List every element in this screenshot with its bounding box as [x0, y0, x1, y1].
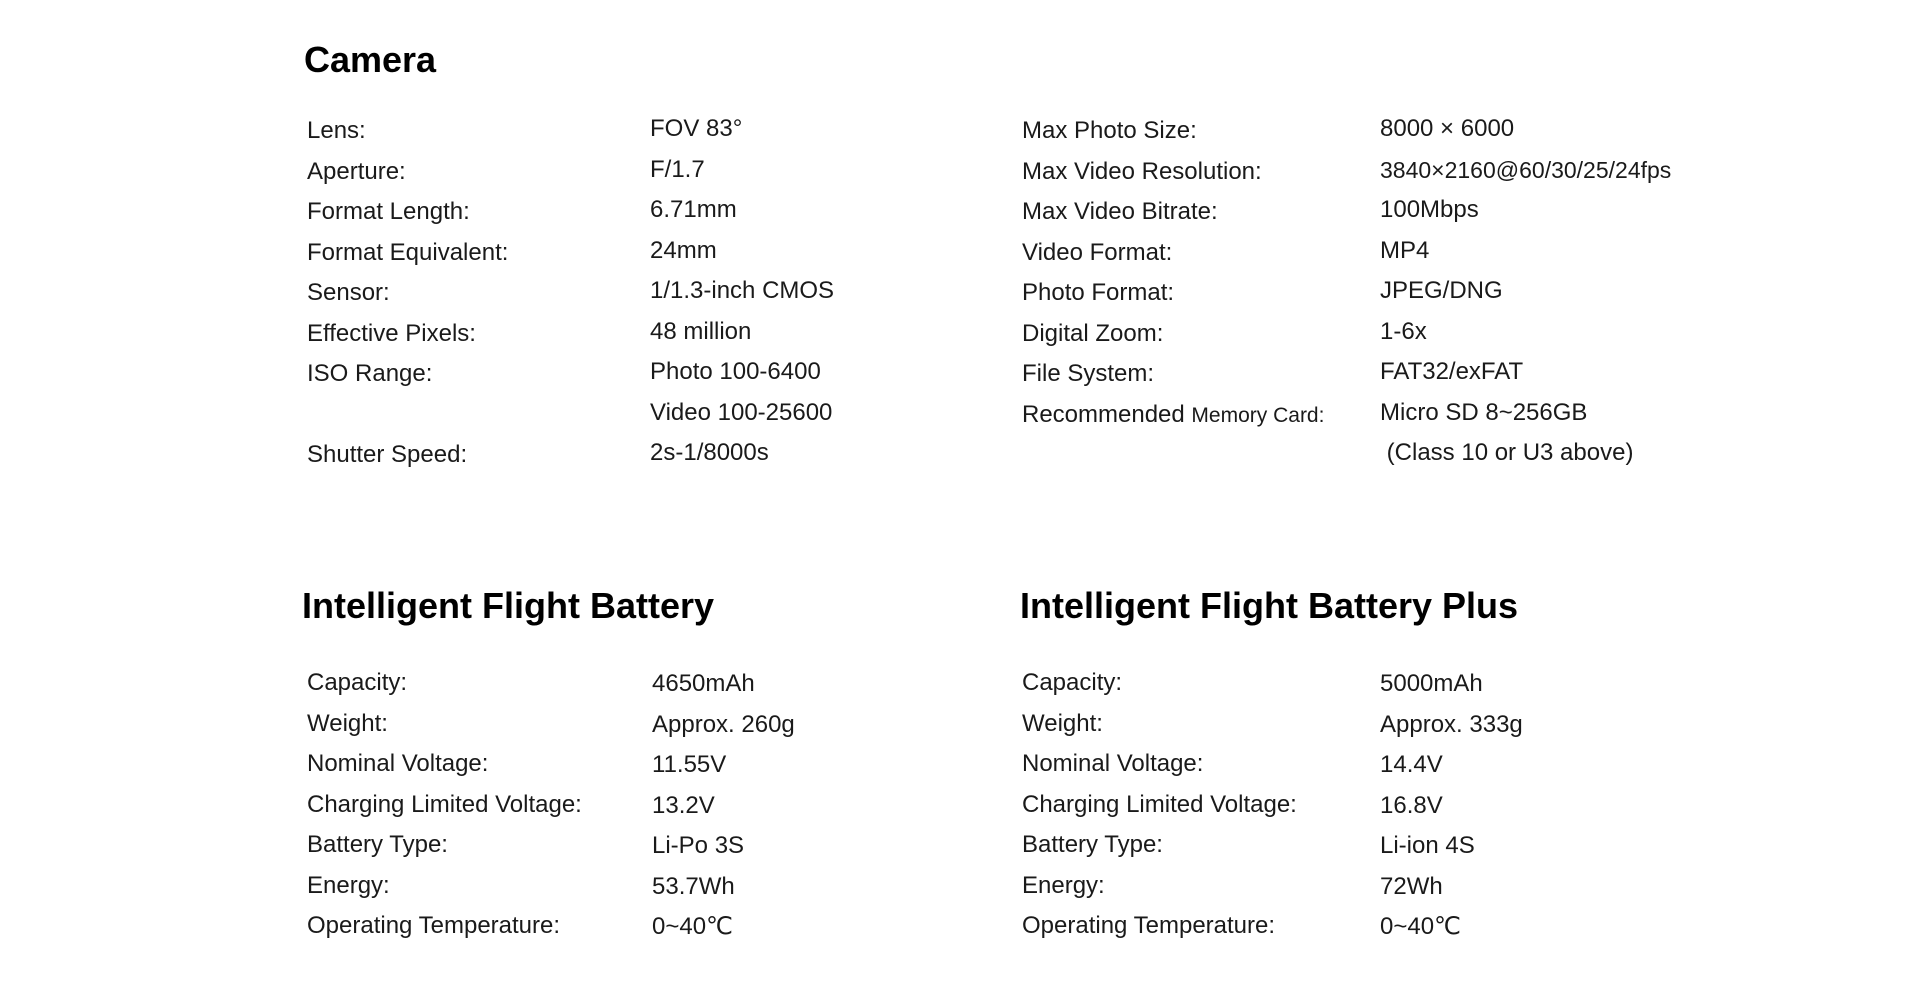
battery-label-charging-limited-voltage: Charging Limited Voltage: — [307, 790, 582, 818]
battery-row-charging-limited-voltage — [307, 785, 907, 826]
spec-label-recommended-memory-card — [1022, 395, 1324, 436]
battery-plus-value-capacity: 5000mAh — [1380, 670, 1483, 697]
spec-value-max-video-resolution: 3840×2160@60/30/25/24fps — [1380, 156, 1672, 183]
spec-value-effective-pixels: 48 million — [650, 317, 752, 345]
spec-value-sensor: 1/1.3-inch CMOS — [650, 277, 835, 304]
battery-value-energy: 53.7Wh — [652, 872, 735, 900]
spec-value-memory-card-class: (Class 10 or U3 above) — [1380, 439, 1634, 466]
spec-row-shutter-speed — [307, 435, 907, 476]
battery-value-nominal-voltage: 11.55V — [652, 751, 727, 778]
battery-section-title: Intelligent Flight Battery — [302, 585, 715, 626]
battery-value-operating-temperature: 0~40℃ — [652, 913, 734, 940]
battery-plus-value-weight: Approx. 333g — [1380, 710, 1523, 738]
battery-row-battery-type — [307, 825, 907, 866]
spec-value-max-video-bitrate: 100Mbps — [1380, 196, 1479, 223]
spec-row-iso-range — [307, 354, 907, 395]
battery-plus-value-battery-type: Li-ion 4S — [1380, 832, 1475, 859]
spec-label-effective-pixels: Effective Pixels: — [307, 319, 476, 347]
camera-spec-list-right — [1022, 111, 1742, 476]
spec-row-recommended-memory-card — [1022, 395, 1742, 436]
spec-row-iso-video — [307, 395, 907, 436]
spec-label-max-video-resolution: Max Video Resolution: — [1022, 157, 1262, 185]
spec-value-photo-format: JPEG/DNG — [1380, 277, 1503, 304]
spec-label-digital-zoom: Digital Zoom: — [1022, 319, 1164, 347]
spec-label-format-length: Format Length: — [307, 198, 470, 225]
battery-plus-row-operating-temperature — [1022, 906, 1622, 947]
battery-label-capacity: Capacity: — [307, 669, 408, 696]
spec-label-sensor: Sensor: — [307, 279, 390, 306]
spec-label-format-equivalent: Format Equivalent: — [307, 238, 509, 266]
spec-value-shutter-speed: 2s-1/8000s — [650, 439, 769, 466]
battery-row-capacity — [307, 663, 907, 704]
battery-plus-section-title: Intelligent Flight Battery Plus — [1020, 585, 1519, 626]
battery-plus-row-nominal-voltage — [1022, 744, 1622, 785]
spec-row-photo-format — [1022, 273, 1742, 314]
camera-section-title: Camera — [304, 39, 437, 80]
battery-row-weight — [307, 704, 907, 745]
spec-value-digital-zoom: 1-6x — [1380, 317, 1427, 345]
battery-plus-label-energy: Energy: — [1022, 871, 1105, 899]
battery-value-capacity: 4650mAh — [652, 670, 755, 697]
battery-plus-label-operating-temperature: Operating Temperature: — [1022, 912, 1276, 939]
spec-label-lens: Lens: — [307, 117, 366, 144]
spec-label-max-photo-size: Max Photo Size: — [1022, 117, 1197, 144]
battery-plus-row-weight — [1022, 704, 1622, 745]
battery-plus-value-nominal-voltage: 14.4V — [1380, 751, 1443, 778]
spec-row-lens — [307, 111, 907, 152]
spec-value-video-format: MP4 — [1380, 236, 1430, 264]
battery-spec-list — [307, 663, 907, 947]
spec-label-photo-format: Photo Format: — [1022, 279, 1175, 306]
battery-plus-label-capacity: Capacity: — [1022, 669, 1123, 696]
battery-value-weight: Approx. 260g — [652, 710, 795, 738]
camera-spec-list-left — [307, 111, 907, 476]
battery-plus-value-charging-limited-voltage: 16.8V — [1380, 791, 1443, 819]
battery-plus-label-weight: Weight: — [1022, 709, 1103, 737]
battery-plus-row-capacity — [1022, 663, 1622, 704]
battery-label-energy: Energy: — [307, 871, 390, 899]
spec-value-iso-photo: Photo 100-6400 — [650, 358, 821, 385]
spec-value-lens: FOV 83° — [650, 115, 743, 142]
spec-value-format-length: 6.71mm — [650, 196, 737, 223]
spec-row-format-length — [307, 192, 907, 233]
battery-plus-value-energy: 72Wh — [1380, 872, 1443, 900]
spec-value-max-photo-size: 8000 × 6000 — [1380, 115, 1515, 142]
spec-label-recommended-main: Recommended — [1022, 400, 1185, 428]
battery-plus-row-charging-limited-voltage — [1022, 785, 1622, 826]
battery-row-energy — [307, 866, 907, 907]
battery-label-nominal-voltage: Nominal Voltage: — [307, 750, 489, 777]
battery-value-battery-type: Li-Po 3S — [652, 832, 745, 859]
battery-plus-label-battery-type: Battery Type: — [1022, 831, 1163, 858]
spec-label-aperture: Aperture: — [307, 157, 406, 185]
battery-plus-spec-list — [1022, 663, 1622, 947]
battery-value-charging-limited-voltage: 13.2V — [652, 791, 715, 819]
battery-label-battery-type: Battery Type: — [307, 831, 448, 858]
spec-label-max-video-bitrate: Max Video Bitrate: — [1022, 198, 1218, 225]
spec-label-iso-range: ISO Range: — [307, 360, 433, 387]
spec-row-format-equivalent — [307, 233, 907, 274]
spec-label-video-format: Video Format: — [1022, 238, 1173, 266]
battery-label-operating-temperature: Operating Temperature: — [307, 912, 561, 939]
spec-row-file-system — [1022, 354, 1742, 395]
spec-row-max-video-resolution — [1022, 152, 1742, 193]
battery-plus-row-battery-type — [1022, 825, 1622, 866]
battery-plus-value-operating-temperature: 0~40℃ — [1380, 913, 1462, 940]
battery-row-nominal-voltage — [307, 744, 907, 785]
spec-row-effective-pixels — [307, 314, 907, 355]
battery-plus-row-energy — [1022, 866, 1622, 907]
spec-row-digital-zoom — [1022, 314, 1742, 355]
spec-value-format-equivalent: 24mm — [650, 236, 717, 264]
battery-plus-label-charging-limited-voltage: Charging Limited Voltage: — [1022, 790, 1297, 818]
spec-row-sensor — [307, 273, 907, 314]
battery-row-operating-temperature — [307, 906, 907, 947]
spec-label-shutter-speed: Shutter Speed: — [307, 441, 468, 468]
spec-row-aperture — [307, 152, 907, 193]
spec-value-aperture: F/1.7 — [650, 155, 705, 183]
spec-label-recommended-small: Memory Card: — [1191, 403, 1325, 427]
battery-plus-label-nominal-voltage: Nominal Voltage: — [1022, 750, 1204, 777]
spec-label-file-system: File System: — [1022, 360, 1155, 387]
spec-value-file-system: FAT32/exFAT — [1380, 358, 1524, 385]
spec-value-memory-card: Micro SD 8~256GB — [1380, 398, 1588, 426]
spec-value-iso-video: Video 100-25600 — [650, 398, 833, 426]
spec-row-memory-card-class — [1022, 435, 1742, 476]
spec-row-max-photo-size — [1022, 111, 1742, 152]
spec-row-video-format — [1022, 233, 1742, 274]
battery-label-weight: Weight: — [307, 709, 388, 737]
spec-row-max-video-bitrate — [1022, 192, 1742, 233]
